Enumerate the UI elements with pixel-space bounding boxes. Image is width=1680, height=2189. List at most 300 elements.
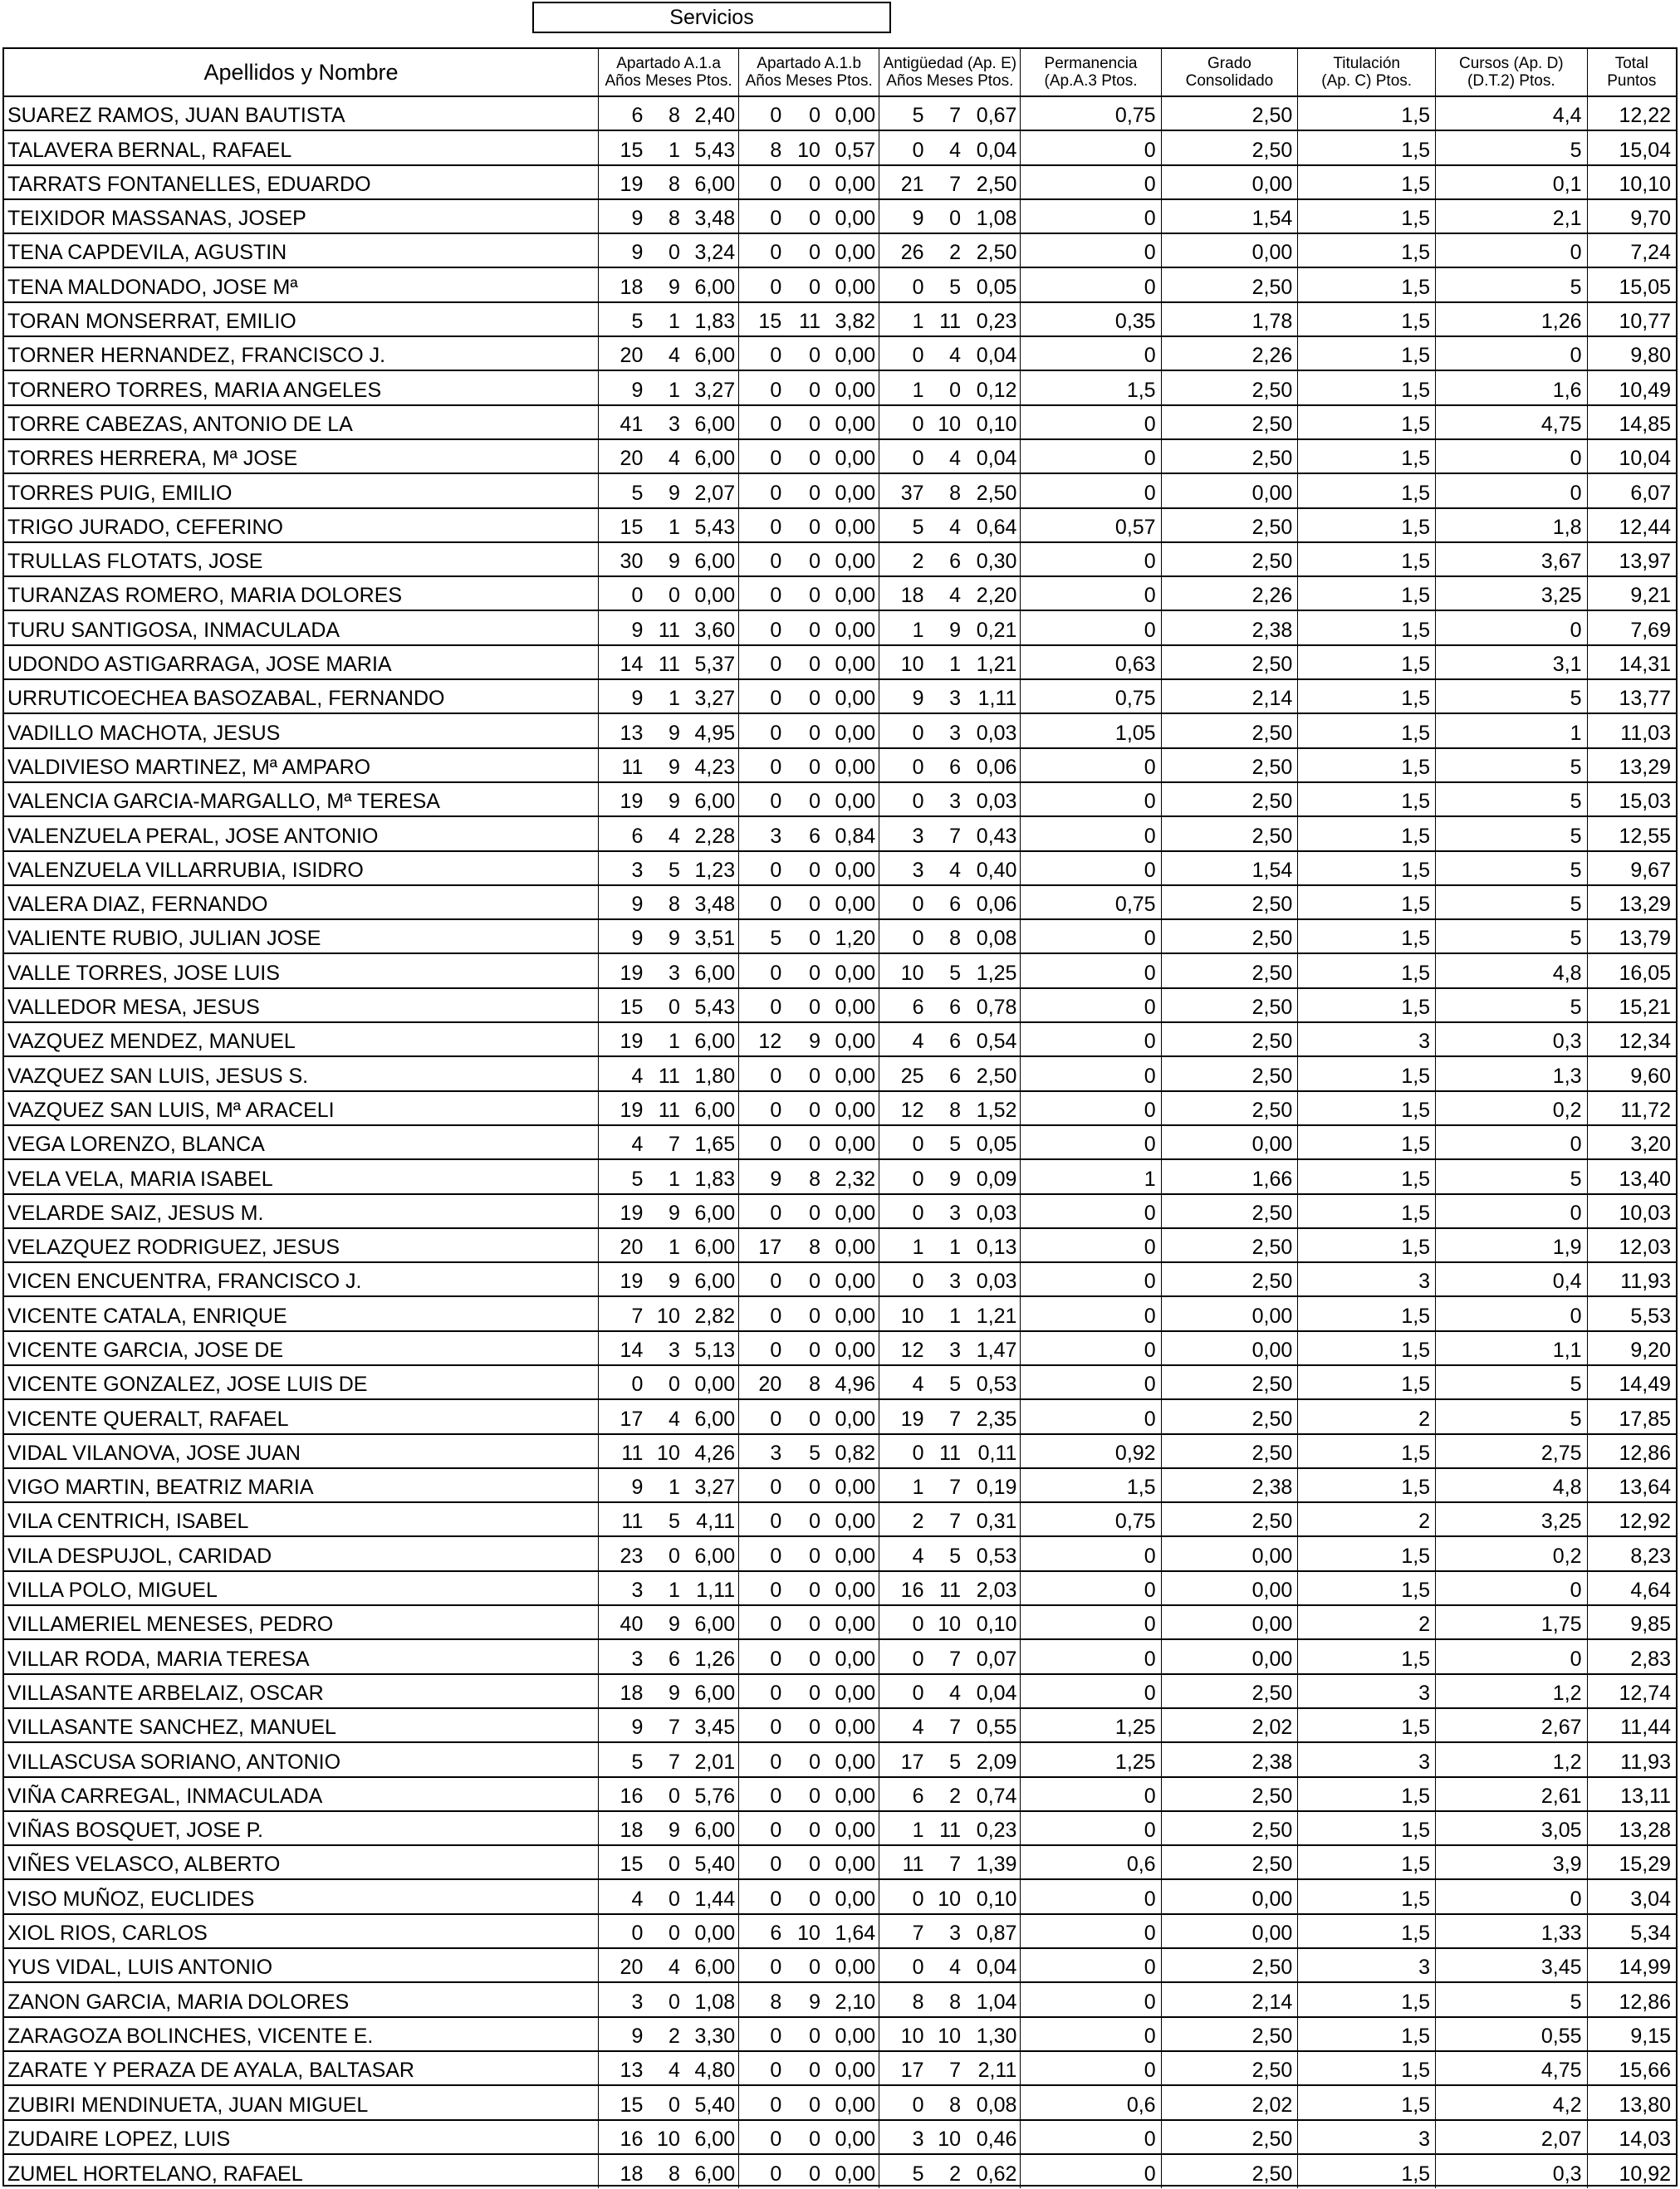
cell-a1b-meses: 0: [785, 1879, 824, 1913]
cell-ant-anos: 12: [879, 1091, 928, 1125]
cell-a1b-anos: 0: [739, 1708, 786, 1742]
cell-a1b-meses: 0: [785, 1948, 824, 1982]
cell-grado: 2,50: [1161, 1674, 1298, 1708]
cell-a1a-ptos: 3,48: [683, 199, 739, 233]
cell-a1a-meses: 4: [646, 1948, 683, 1982]
cell-ant-ptos: 0,04: [964, 1948, 1021, 1982]
cell-a1b-anos: 0: [739, 1399, 786, 1433]
cell-a1b-meses: 0: [785, 1605, 824, 1639]
cell-titulacion: 1,5: [1298, 1777, 1436, 1811]
cell-permanencia: 0,75: [1021, 96, 1161, 130]
cell-a1a-anos: 9: [599, 885, 647, 919]
cell-cursos: 0: [1436, 610, 1587, 644]
cell-ant-ptos: 0,55: [964, 1708, 1021, 1742]
cell-permanencia: 1,05: [1021, 713, 1161, 747]
cell-cursos: 0,3: [1436, 2154, 1587, 2188]
cell-grado: 2,50: [1161, 1845, 1298, 1879]
cell-name: VIÑAS BOSQUET, JOSE P.: [4, 1811, 599, 1845]
header-grado: Grado Consolidado: [1161, 49, 1298, 96]
cell-a1a-anos: 15: [599, 988, 647, 1022]
cell-permanencia: 0: [1021, 2017, 1161, 2051]
cell-cursos: 4,2: [1436, 2085, 1587, 2119]
cell-a1a-anos: 3: [599, 1571, 647, 1605]
cell-name: TALAVERA BERNAL, RAFAEL: [4, 130, 599, 164]
cell-a1b-anos: 0: [739, 336, 786, 370]
table-row: [4, 165, 1676, 199]
cell-permanencia: 0,57: [1021, 508, 1161, 542]
cell-cursos: 3,1: [1436, 645, 1587, 679]
cell-titulacion: 1,5: [1298, 336, 1436, 370]
table-row: [4, 2017, 1676, 2051]
cell-a1b-meses: 0: [785, 610, 824, 644]
cell-titulacion: 1,5: [1298, 645, 1436, 679]
cell-name: VILLAMERIEL MENESES, PEDRO: [4, 1605, 599, 1639]
cell-name: UDONDO ASTIGARRAGA, JOSE MARIA: [4, 645, 599, 679]
cell-titulacion: 1,5: [1298, 96, 1436, 130]
cell-ant-anos: 37: [879, 473, 928, 507]
cell-a1b-ptos: 0,00: [824, 267, 879, 301]
cell-ant-ptos: 2,50: [964, 233, 1021, 267]
cell-total: 2,83: [1587, 1639, 1676, 1673]
cell-name: VICENTE QUERALT, RAFAEL: [4, 1399, 599, 1433]
cell-total: 11,03: [1587, 713, 1676, 747]
cell-ant-ptos: 0,03: [964, 1262, 1021, 1296]
table-row: [4, 1914, 1676, 1948]
cell-name: VICEN ENCUENTRA, FRANCISCO J.: [4, 1262, 599, 1296]
cell-name: VIDAL VILANOVA, JOSE JUAN: [4, 1434, 599, 1468]
cell-a1b-ptos: 0,00: [824, 1674, 879, 1708]
cell-total: 8,23: [1587, 1536, 1676, 1570]
table-row: [4, 1296, 1676, 1330]
cell-a1b-anos: 0: [739, 576, 786, 610]
cell-grado: 2,50: [1161, 1228, 1298, 1262]
cell-grado: 2,50: [1161, 1434, 1298, 1468]
cell-ant-anos: 1: [879, 302, 928, 336]
cell-a1b-ptos: 0,00: [824, 1708, 879, 1742]
cell-a1b-anos: 0: [739, 1742, 786, 1776]
cell-a1b-ptos: 0,00: [824, 508, 879, 542]
cell-total: 10,10: [1587, 165, 1676, 199]
cell-ant-ptos: 1,21: [964, 645, 1021, 679]
cell-ant-meses: 7: [928, 1399, 965, 1433]
cell-a1b-anos: 0: [739, 508, 786, 542]
cell-name: VADILLO MACHOTA, JESUS: [4, 713, 599, 747]
cell-ant-meses: 5: [928, 1742, 965, 1776]
cell-a1a-meses: 1: [646, 1571, 683, 1605]
cell-a1a-meses: 0: [646, 1914, 683, 1948]
cell-ant-ptos: 0,46: [964, 2120, 1021, 2154]
cell-total: 13,80: [1587, 2085, 1676, 2119]
cell-a1b-ptos: 2,32: [824, 1159, 879, 1193]
cell-a1a-ptos: 3,24: [683, 233, 739, 267]
cell-total: 5,34: [1587, 1914, 1676, 1948]
cell-titulacion: 1,5: [1298, 2085, 1436, 2119]
cell-a1a-meses: 0: [646, 2085, 683, 2119]
cell-a1b-ptos: 0,00: [824, 370, 879, 404]
cell-grado: 2,50: [1161, 1056, 1298, 1090]
cell-ant-anos: 4: [879, 1708, 928, 1742]
cell-a1a-meses: 9: [646, 1262, 683, 1296]
cell-name: YUS VIDAL, LUIS ANTONIO: [4, 1948, 599, 1982]
cell-cursos: 1,6: [1436, 370, 1587, 404]
table-row: [4, 1159, 1676, 1193]
cell-ant-anos: 17: [879, 1742, 928, 1776]
cell-ant-meses: 3: [928, 1914, 965, 1948]
cell-grado: 2,38: [1161, 610, 1298, 644]
cell-grado: 0,00: [1161, 1125, 1298, 1159]
cell-titulacion: 1,5: [1298, 816, 1436, 850]
cell-a1b-ptos: 0,00: [824, 473, 879, 507]
cell-a1b-meses: 0: [785, 1468, 824, 1502]
cell-total: 12,22: [1587, 96, 1676, 130]
cell-ant-meses: 9: [928, 1159, 965, 1193]
cell-ant-anos: 12: [879, 1331, 928, 1365]
cell-titulacion: 1,5: [1298, 679, 1436, 713]
cell-titulacion: 1,5: [1298, 233, 1436, 267]
table-row: [4, 1708, 1676, 1742]
cell-ant-meses: 3: [928, 679, 965, 713]
table-row: [4, 885, 1676, 919]
cell-permanencia: 0: [1021, 1091, 1161, 1125]
cell-ant-ptos: 1,30: [964, 2017, 1021, 2051]
cell-titulacion: 1,5: [1298, 370, 1436, 404]
cell-a1a-ptos: 3,27: [683, 1468, 739, 1502]
cell-ant-anos: 4: [879, 1365, 928, 1399]
cell-a1a-ptos: 5,40: [683, 2085, 739, 2119]
table-row: [4, 1022, 1676, 1056]
cell-a1a-ptos: 6,00: [683, 1022, 739, 1056]
cell-ant-meses: 2: [928, 1777, 965, 1811]
table-row: [4, 1502, 1676, 1536]
cell-a1a-ptos: 6,00: [683, 1091, 739, 1125]
cell-a1b-meses: 0: [785, 851, 824, 885]
cell-total: 6,07: [1587, 473, 1676, 507]
cell-a1b-meses: 0: [785, 1536, 824, 1570]
cell-name: TORNERO TORRES, MARIA ANGELES: [4, 370, 599, 404]
cell-ant-meses: 6: [928, 885, 965, 919]
table-row: [4, 953, 1676, 987]
cell-a1b-anos: 0: [739, 1262, 786, 1296]
cell-cursos: 3,25: [1436, 576, 1587, 610]
cell-permanencia: 0: [1021, 233, 1161, 267]
table-row: [4, 1982, 1676, 2016]
cell-a1a-ptos: 3,27: [683, 370, 739, 404]
table-row: [4, 1639, 1676, 1673]
cell-ant-meses: 8: [928, 919, 965, 953]
cell-a1b-ptos: 0,00: [824, 542, 879, 576]
cell-a1a-ptos: 6,00: [683, 1674, 739, 1708]
cell-a1b-anos: 0: [739, 1639, 786, 1673]
cell-total: 3,04: [1587, 1879, 1676, 1913]
cell-ant-ptos: 2,50: [964, 1056, 1021, 1090]
cell-ant-ptos: 0,74: [964, 1777, 1021, 1811]
cell-name: TORRES PUIG, EMILIO: [4, 473, 599, 507]
cell-permanencia: 0: [1021, 165, 1161, 199]
table-row: [4, 1399, 1676, 1433]
cell-permanencia: 0: [1021, 782, 1161, 816]
cell-permanencia: 0: [1021, 1948, 1161, 1982]
cell-ant-ptos: 0,03: [964, 713, 1021, 747]
header-cursos: Cursos (Ap. D) (D.T.2) Ptos.: [1436, 49, 1587, 96]
cell-cursos: 0: [1436, 233, 1587, 267]
cell-cursos: 0: [1436, 473, 1587, 507]
cell-grado: 2,50: [1161, 1948, 1298, 1982]
cell-a1b-ptos: 0,82: [824, 1434, 879, 1468]
cell-a1a-meses: 8: [646, 2154, 683, 2188]
cell-permanencia: 0: [1021, 1674, 1161, 1708]
cell-titulacion: 3: [1298, 1742, 1436, 1776]
cell-a1b-ptos: 0,00: [824, 1845, 879, 1879]
cell-ant-meses: 6: [928, 1022, 965, 1056]
cell-cursos: 3,67: [1436, 542, 1587, 576]
cell-ant-meses: 5: [928, 267, 965, 301]
cell-cursos: 4,4: [1436, 96, 1587, 130]
cell-a1a-meses: 0: [646, 1845, 683, 1879]
cell-ant-ptos: 0,21: [964, 610, 1021, 644]
cell-ant-anos: 3: [879, 2120, 928, 2154]
cell-a1a-meses: 1: [646, 1228, 683, 1262]
cell-a1b-meses: 0: [785, 713, 824, 747]
cell-a1b-anos: 9: [739, 1159, 786, 1193]
cell-permanencia: 0: [1021, 1639, 1161, 1673]
cell-a1a-meses: 0: [646, 1536, 683, 1570]
cell-a1a-ptos: 6,00: [683, 1948, 739, 1982]
table-row: [4, 2085, 1676, 2119]
cell-ant-anos: 10: [879, 1296, 928, 1330]
cell-a1a-ptos: 6,00: [683, 267, 739, 301]
cell-total: 12,74: [1587, 1674, 1676, 1708]
cell-a1a-ptos: 4,23: [683, 748, 739, 782]
cell-grado: 2,02: [1161, 1708, 1298, 1742]
header-permanencia: Permanencia (Ap.A.3 Ptos.: [1021, 49, 1161, 96]
cell-ant-anos: 0: [879, 1434, 928, 1468]
cell-total: 13,97: [1587, 542, 1676, 576]
cell-permanencia: 0: [1021, 1228, 1161, 1262]
cell-permanencia: 0,6: [1021, 2085, 1161, 2119]
table-row: [4, 1571, 1676, 1605]
cell-a1b-meses: 10: [785, 130, 824, 164]
cell-permanencia: 0: [1021, 1879, 1161, 1913]
table-row: [4, 439, 1676, 473]
cell-ant-ptos: 0,43: [964, 816, 1021, 850]
cell-a1b-anos: 0: [739, 988, 786, 1022]
cell-titulacion: 1,5: [1298, 988, 1436, 1022]
cell-cursos: 0: [1436, 439, 1587, 473]
cell-name: VEGA LORENZO, BLANCA: [4, 1125, 599, 1159]
table-row: [4, 508, 1676, 542]
cell-a1a-ptos: 5,40: [683, 1845, 739, 1879]
cell-ant-anos: 0: [879, 439, 928, 473]
cell-a1b-anos: 0: [739, 953, 786, 987]
cell-a1b-anos: 8: [739, 1982, 786, 2016]
cell-ant-meses: 10: [928, 1605, 965, 1639]
cell-grado: 2,38: [1161, 1468, 1298, 1502]
cell-total: 13,29: [1587, 748, 1676, 782]
cell-a1b-anos: 0: [739, 2051, 786, 2085]
cell-ant-ptos: 0,04: [964, 1674, 1021, 1708]
cell-a1b-ptos: 0,00: [824, 336, 879, 370]
cell-a1a-ptos: 5,43: [683, 130, 739, 164]
cell-cursos: 0,55: [1436, 2017, 1587, 2051]
cell-a1b-meses: 0: [785, 1674, 824, 1708]
cell-grado: 2,50: [1161, 1022, 1298, 1056]
cell-total: 15,03: [1587, 782, 1676, 816]
cell-ant-meses: 3: [928, 782, 965, 816]
cell-total: 13,40: [1587, 1159, 1676, 1193]
cell-a1a-ptos: 1,83: [683, 302, 739, 336]
table-row: [4, 1434, 1676, 1468]
cell-cursos: 5: [1436, 1159, 1587, 1193]
cell-grado: 2,26: [1161, 336, 1298, 370]
cell-a1b-ptos: 0,00: [824, 748, 879, 782]
cell-a1b-meses: 6: [785, 816, 824, 850]
cell-cursos: 3,45: [1436, 1948, 1587, 1982]
cell-permanencia: 0,75: [1021, 885, 1161, 919]
cell-a1b-meses: 0: [785, 645, 824, 679]
cell-a1a-ptos: 0,00: [683, 1365, 739, 1399]
cell-total: 14,31: [1587, 645, 1676, 679]
cell-a1b-meses: 0: [785, 267, 824, 301]
cell-grado: 2,50: [1161, 1262, 1298, 1296]
cell-a1a-meses: 3: [646, 405, 683, 439]
cell-cursos: 1: [1436, 713, 1587, 747]
cell-titulacion: 3: [1298, 1674, 1436, 1708]
cell-permanencia: 0,63: [1021, 645, 1161, 679]
cell-name: TORRE CABEZAS, ANTONIO DE LA: [4, 405, 599, 439]
table-row: [4, 405, 1676, 439]
cell-a1a-ptos: 1,65: [683, 1125, 739, 1159]
cell-grado: 2,50: [1161, 1365, 1298, 1399]
cell-cursos: 1,8: [1436, 508, 1587, 542]
cell-cursos: 5: [1436, 988, 1587, 1022]
cell-a1a-anos: 19: [599, 1262, 647, 1296]
cell-cursos: 0,3: [1436, 1022, 1587, 1056]
cell-a1a-meses: 8: [646, 199, 683, 233]
cell-a1b-anos: 0: [739, 1845, 786, 1879]
cell-a1a-meses: 8: [646, 165, 683, 199]
cell-name: VILLASCUSA SORIANO, ANTONIO: [4, 1742, 599, 1776]
table-row: [4, 1605, 1676, 1639]
cell-a1a-ptos: 5,76: [683, 1777, 739, 1811]
cell-a1b-ptos: 0,00: [824, 679, 879, 713]
cell-total: 12,34: [1587, 1022, 1676, 1056]
cell-titulacion: 1,5: [1298, 199, 1436, 233]
cell-a1a-anos: 18: [599, 267, 647, 301]
cell-a1b-anos: 0: [739, 199, 786, 233]
cell-titulacion: 1,5: [1298, 508, 1436, 542]
cell-a1b-ptos: 0,00: [824, 1571, 879, 1605]
cell-cursos: 0: [1436, 1639, 1587, 1673]
cell-ant-anos: 5: [879, 96, 928, 130]
cell-titulacion: 1,5: [1298, 576, 1436, 610]
table-row: [4, 473, 1676, 507]
cell-a1b-meses: 9: [785, 1982, 824, 2016]
cell-ant-anos: 0: [879, 1605, 928, 1639]
cell-ant-meses: 5: [928, 1536, 965, 1570]
cell-titulacion: 3: [1298, 1262, 1436, 1296]
cell-cursos: 0: [1436, 1296, 1587, 1330]
cell-a1b-anos: 0: [739, 233, 786, 267]
cell-cursos: 4,8: [1436, 1468, 1587, 1502]
cell-a1b-ptos: 0,00: [824, 165, 879, 199]
cell-total: 13,28: [1587, 1811, 1676, 1845]
cell-name: SUAREZ RAMOS, JUAN BAUTISTA: [7, 104, 345, 128]
cell-total: 13,29: [1587, 885, 1676, 919]
cell-permanencia: 0: [1021, 1262, 1161, 1296]
cell-a1b-anos: 0: [739, 1502, 786, 1536]
cell-a1b-anos: 0: [739, 1296, 786, 1330]
cell-ant-anos: 1: [879, 610, 928, 644]
cell-titulacion: 3: [1298, 2120, 1436, 2154]
table-row: [4, 748, 1676, 782]
cell-grado: 2,50: [1161, 1777, 1298, 1811]
cell-grado: 2,50: [1161, 96, 1298, 130]
cell-grado: 2,50: [1161, 645, 1298, 679]
cell-total: 10,49: [1587, 370, 1676, 404]
table-row: [4, 1845, 1676, 1879]
cell-titulacion: 1,5: [1298, 267, 1436, 301]
cell-a1b-meses: 0: [785, 233, 824, 267]
cell-name: TRIGO JURADO, CEFERINO: [4, 508, 599, 542]
cell-name: VALENZUELA PERAL, JOSE ANTONIO: [4, 816, 599, 850]
cell-ant-ptos: 1,47: [964, 1331, 1021, 1365]
table-row: [4, 542, 1676, 576]
cell-name: VALDIVIESO MARTINEZ, Mª AMPARO: [4, 748, 599, 782]
cell-a1a-meses: 8: [668, 104, 680, 128]
cell-titulacion: 1,5: [1298, 1365, 1436, 1399]
cell-cursos: 5: [1436, 679, 1587, 713]
cell-a1a-anos: 5: [599, 473, 647, 507]
cell-a1b-meses: 0: [785, 2120, 824, 2154]
cell-a1b-anos: 17: [739, 1228, 786, 1262]
cell-a1b-ptos: 0,00: [824, 1502, 879, 1536]
cell-permanencia: 0: [1021, 1605, 1161, 1639]
cell-cursos: 5: [1436, 816, 1587, 850]
cell-a1a-ptos: 6,00: [683, 165, 739, 199]
cell-ant-anos: 0: [879, 919, 928, 953]
cell-a1a-ptos: 5,43: [683, 508, 739, 542]
cell-a1a-meses: 10: [646, 2120, 683, 2154]
header-name: Apellidos y Nombre: [4, 49, 599, 96]
cell-total: 13,79: [1587, 919, 1676, 953]
cell-cursos: 0: [1436, 1194, 1587, 1228]
cell-ant-ptos: 0,10: [964, 405, 1021, 439]
cell-ant-meses: 8: [928, 1982, 965, 2016]
cell-ant-anos: 0: [879, 1125, 928, 1159]
cell-a1a-anos: 15: [599, 508, 647, 542]
cell-grado: 0,00: [1161, 1536, 1298, 1570]
cell-a1b-meses: 0: [785, 1399, 824, 1433]
cell-a1a-ptos: 3,27: [683, 679, 739, 713]
cell-name: TORNER HERNANDEZ, FRANCISCO J.: [4, 336, 599, 370]
cell-a1a-anos: 18: [599, 1674, 647, 1708]
cell-a1b-ptos: 0,00: [824, 1879, 879, 1913]
cell-cursos: 1,2: [1436, 1674, 1587, 1708]
cell-grado: 0,00: [1161, 233, 1298, 267]
cell-a1a-ptos: 0,00: [683, 1914, 739, 1948]
cell-a1a-ptos: 1,44: [683, 1879, 739, 1913]
cell-a1a-ptos: 6,00: [683, 2120, 739, 2154]
cell-a1a-ptos: 2,40: [694, 104, 736, 128]
cell-permanencia: 0: [1021, 1022, 1161, 1056]
cell-a1a-anos: 9: [599, 199, 647, 233]
cell-a1a-meses: 4: [646, 2051, 683, 2085]
cell-ant-ptos: 0,13: [964, 1228, 1021, 1262]
cell-a1b-meses: 0: [785, 1262, 824, 1296]
cell-a1a-ptos: 6,00: [683, 2154, 739, 2188]
cell-a1a-meses: 6: [646, 1639, 683, 1673]
cell-ant-anos: 0: [879, 885, 928, 919]
